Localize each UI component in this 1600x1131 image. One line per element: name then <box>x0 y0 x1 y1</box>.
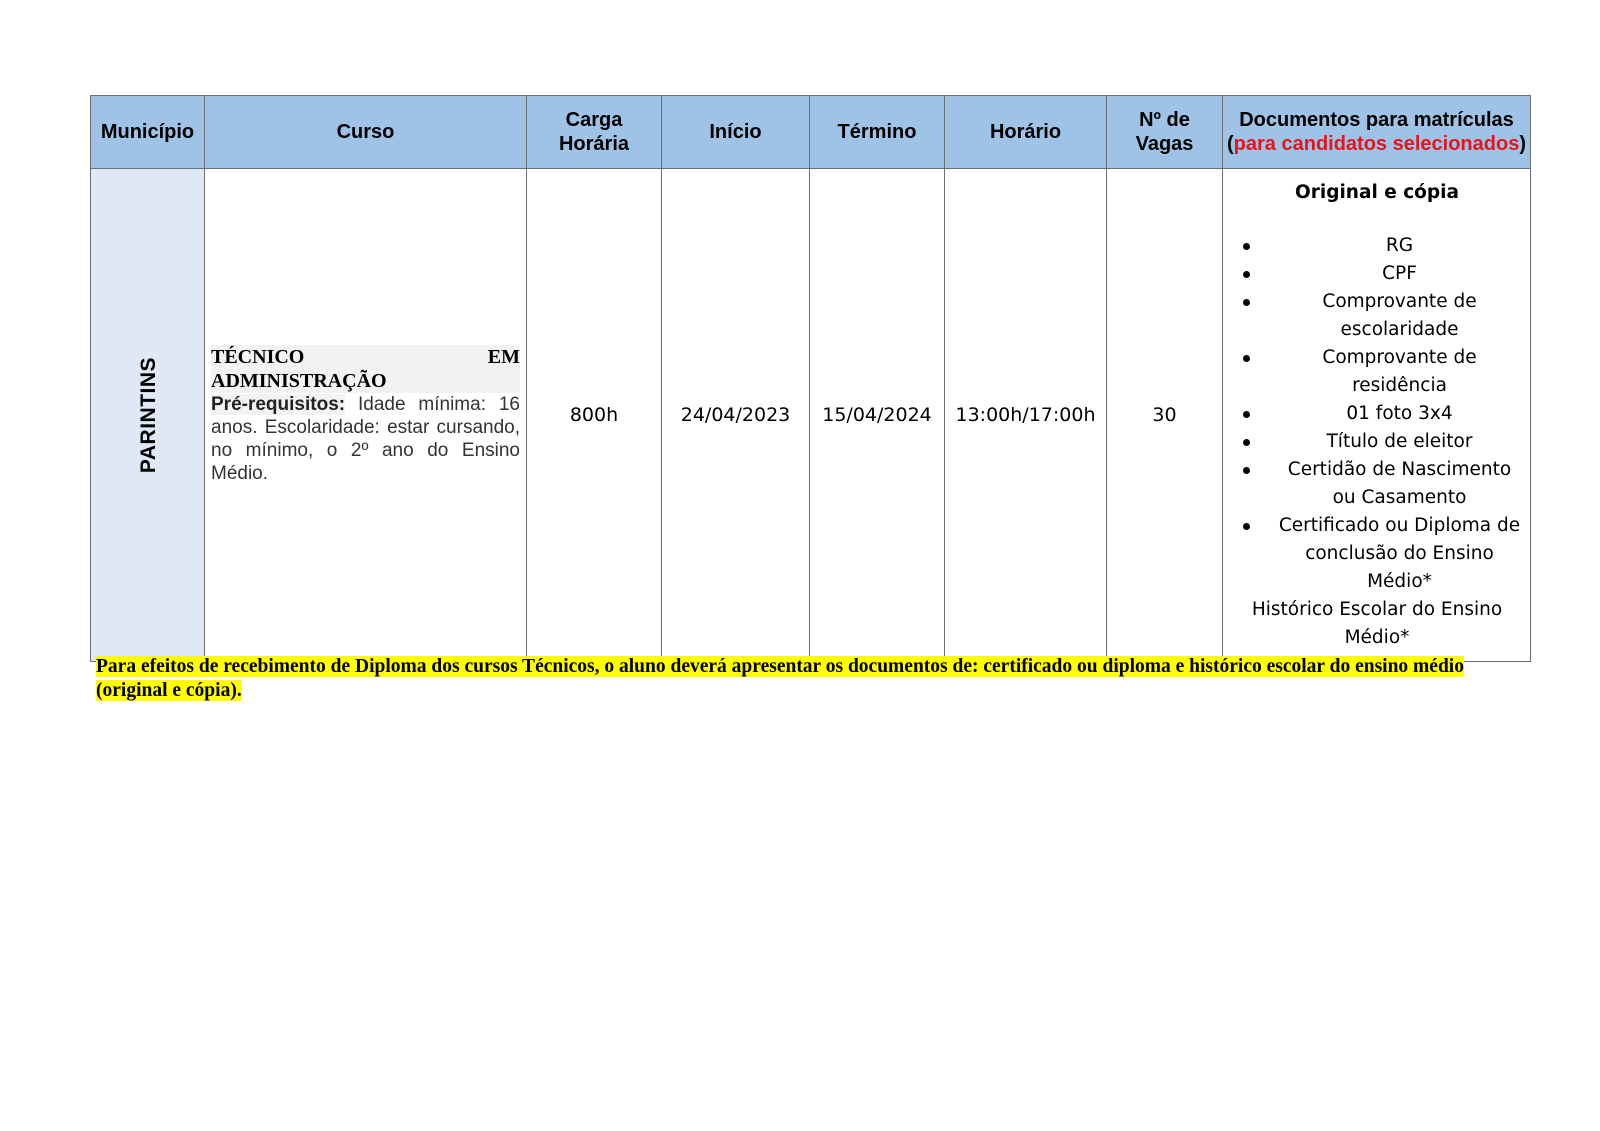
documentos-footer: Histórico Escolar do Ensino Médio* <box>1251 599 1503 648</box>
list-item: Certificado ou Diploma de conclusão do Ensino Médio* <box>1275 512 1524 596</box>
list-item: Certidão de Nascimento ou Casamento <box>1275 456 1524 512</box>
prerequisitos-text: Idade mínima: 16 anos. Escolaridade: estar cursando, no mínimo, o 2º ano do Ensino Médio. <box>211 394 520 484</box>
header-row <box>91 96 1531 169</box>
curso-title-word2: EM <box>487 346 520 368</box>
cell-documentos <box>1223 169 1531 662</box>
header-documentos-note: para candidatos selecionados <box>1233 133 1520 155</box>
header-municipio: Município <box>91 96 205 169</box>
cell-vagas: 30 <box>1107 169 1223 662</box>
header-documentos-label: Documentos para matrículas <box>1239 109 1514 131</box>
list-item: Comprovante de escolaridade <box>1275 288 1524 344</box>
header-documentos-paren-open: ( <box>1227 133 1234 155</box>
cell-termino: 15/04/2024 <box>810 169 945 662</box>
curso-title <box>211 345 520 393</box>
header-documentos-paren-close: ) <box>1519 133 1526 155</box>
municipio-name: PARINTINS <box>137 356 161 474</box>
curso-title-word1: TÉCNICO <box>211 346 305 368</box>
diploma-note <box>96 655 1476 703</box>
diploma-note-text: Para efeitos de recebimento de Diploma dos cursos Técnicos, o aluno deverá apresentar os documentos de: certificado ou diploma e histórico escolar do ensino médio (original e cópia). <box>96 656 1464 701</box>
header-curso: Curso <box>205 96 527 169</box>
documentos-title: Original e cópia <box>1295 182 1459 203</box>
list-item: RG <box>1275 232 1524 260</box>
curso-prerequisitos <box>211 393 520 485</box>
courses-table <box>90 95 1531 662</box>
cell-inicio: 24/04/2023 <box>662 169 810 662</box>
documentos-list <box>1230 232 1524 596</box>
cell-municipio <box>91 169 205 662</box>
cell-carga-horaria: 800h <box>527 169 662 662</box>
cell-curso <box>205 169 527 662</box>
curso-title-line2: ADMINISTRAÇÃO <box>211 370 387 392</box>
list-item: Título de eleitor <box>1275 428 1524 456</box>
header-termino: Término <box>810 96 945 169</box>
header-documentos <box>1223 96 1531 169</box>
header-carga-horaria: Carga Horária <box>527 96 662 169</box>
header-horario: Horário <box>945 96 1107 169</box>
list-item: 01 foto 3x4 <box>1275 400 1524 428</box>
prerequisitos-label: Pré-requisitos: <box>211 394 346 415</box>
list-item: Comprovante de residência <box>1275 344 1524 400</box>
header-inicio: Início <box>662 96 810 169</box>
table-row <box>91 169 1531 662</box>
list-item: CPF <box>1275 260 1524 288</box>
cell-horario: 13:00h/17:00h <box>945 169 1107 662</box>
header-vagas: Nº de Vagas <box>1107 96 1223 169</box>
